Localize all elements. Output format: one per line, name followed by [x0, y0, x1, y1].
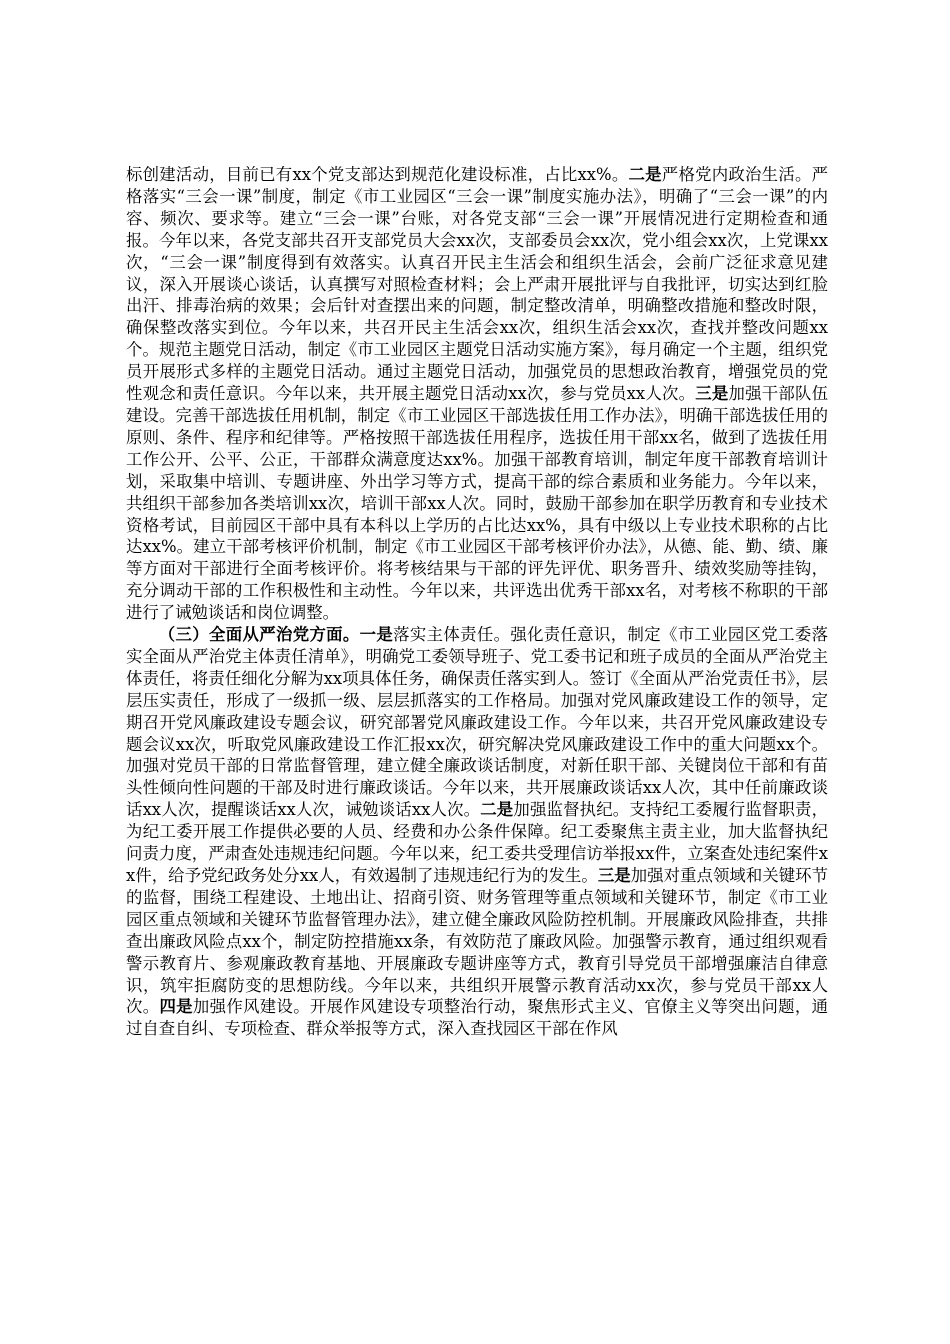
paragraph-strict-governance: [126, 624, 828, 1040]
paragraph-party-building: [126, 164, 828, 624]
point-marker-three: 三是: [695, 384, 729, 404]
point-marker-three: 三是: [597, 866, 631, 885]
point-marker-one: 一是: [359, 625, 394, 645]
paragraph-text: 加强对重点领域和关键环节的监督，围绕工程建设、土地出让、招商引资、财务管理等重点领域和关键环节，制定《市工业园区重点领域和关键环节监督管理办法》，建立健全廉政风险防控机制。开展廉政风险排查，共排查出廉政风险点xx个，制定防控措施xx条，有效防范了廉政风险。加强警示教育，通过组织观看警示教育片、参观廉政教育基地、开展廉政专题讲座等方式，教育引导党员干部增强廉洁自律意识，筑牢拒腐防变的思想防线。今年以来，共组织开展警示教育活动xx次，参与党员干部xx人次。: [126, 866, 829, 1017]
paragraph-text: 落实主体责任。强化责任意识，制定《市工业园区党工委落实全面从严治党主体责任清单》，明确党工委领导班子、党工委书记和班子成员的全面从严治党主体责任，将责任细化分解为xx项具体任务，确保责任落实到人。签订《全面从严治党责任书》，层层压实责任，形成了一级抓一级、层层抓落实的工作格局。加强对党风廉政建设工作的领导，定期召开党风廉政建设专题会议，研究部署党风廉政建设工作。今年以来，共召开党风廉政建设专题会议xx次，听取党风廉政建设工作汇报xx次，研究解决党风廉政建设工作中的重大问题xx个。加强对党员干部的日常监督管理，建立健全廉政谈话制度，对新任职干部、关键岗位干部和有苗头性倾向性问题的干部及时进行廉政谈话。今年以来，共开展廉政谈话xx人次，其中任前廉政谈话xx人次，提醒谈话xx人次，诫勉谈话xx人次。: [126, 625, 829, 820]
paragraph-text: 严格党内政治生活。严格落实“三会一课”制度，制定《市工业园区“三会一课”制度实施办法》，明确了“三会一课”的内容、频次、要求等。建立“三会一课”台账，对各党支部“三会一课”开展情况进行定期检查和通报。今年以来，各党支部共召开支部党员大会xx次，支部委员会xx次，党小组会xx次，上党课xx次，“三会一课”制度得到有效落实。认真召开民主生活会和组织生活会，会前广泛征求意见建议，深入开展谈心谈话，认真撰写对照检查材料；会上严肃开展批评与自我批评，切实达到红脸出汗、排毒治病的效果；会后针对查摆出来的问题，制定整改清单，明确整改措施和整改时限，确保整改落实到位。今年以来，共召开民主生活会xx次，组织生活会xx次，查找并整改问题xx个。规范主题党日活动，制定《市工业园区主题党日活动实施方案》，每月确定一个主题，组织党员开展形式多样的主题党日活动。通过主题党日活动，加强党员的思想政治教育，增强党员的党性观念和责任意识。今年以来，共开展主题党日活动xx次，参与党员xx人次。: [126, 165, 828, 404]
section-heading: （三）全面从严治党方面。: [158, 625, 360, 645]
document-page: [126, 164, 828, 1040]
point-marker-two: 二是: [480, 800, 514, 820]
point-marker-four: 四是: [159, 997, 193, 1017]
point-marker-two: 二是: [628, 165, 662, 184]
paragraph-text: 加强干部队伍建设。完善干部选拔任用机制，制定《市工业园区干部选拔任用工作办法》，明确干部选拔任用的原则、条件、程序和纪律等。严格按照干部选拔任用程序，选拔任用干部xx名，做到了选拔任用工作公开、公平、公正，干部群众满意度达xx%。加强干部教育培训，制定年度干部教育培训计划，采取集中培训、专题讲座、外出学习等方式，提高干部的综合素质和业务能力。今年以来，共组织干部参加各类培训xx次，培训干部xx人次。同时，鼓励干部参加在职学历教育和专业技术资格考试，目前园区干部中具有本科以上学历的占比达xx%，具有中级以上专业技术职称的占比达xx%。建立干部考核评价机制，制定《市工业园区干部考核评价办法》，从德、能、勤、绩、廉等方面对干部进行全面考核评价。将考核结果与干部的评先评优、职务晋升、绩效奖励等挂钩，充分调动干部的工作积极性和主动性。今年以来，共评选出优秀干部xx名，对考核不称职的干部进行了诫勉谈话和岗位调整。: [126, 384, 829, 623]
paragraph-text: 标创建活动，目前已有xx个党支部达到规范化建设标准，占比xx%。: [126, 165, 629, 184]
paragraph-text: 加强作风建设。开展作风建设专项整治行动，聚焦形式主义、官僚主义等突出问题，通过自查自纠、专项检查、群众举报等方式，深入查找园区干部在作风: [126, 997, 829, 1039]
paragraph-text: 加强监督执纪。支持纪工委履行监督职责，为纪工委开展工作提供必要的人员、经费和办公条件保障。纪工委聚焦主责主业，加大监督执纪问责力度，严肃查处违规违纪问题。今年以来，纪工委共受理信访举报xx件，立案查处违纪案件xx件，给予党纪政务处分xx人，有效遏制了违规违纪行为的发生。: [126, 800, 828, 885]
